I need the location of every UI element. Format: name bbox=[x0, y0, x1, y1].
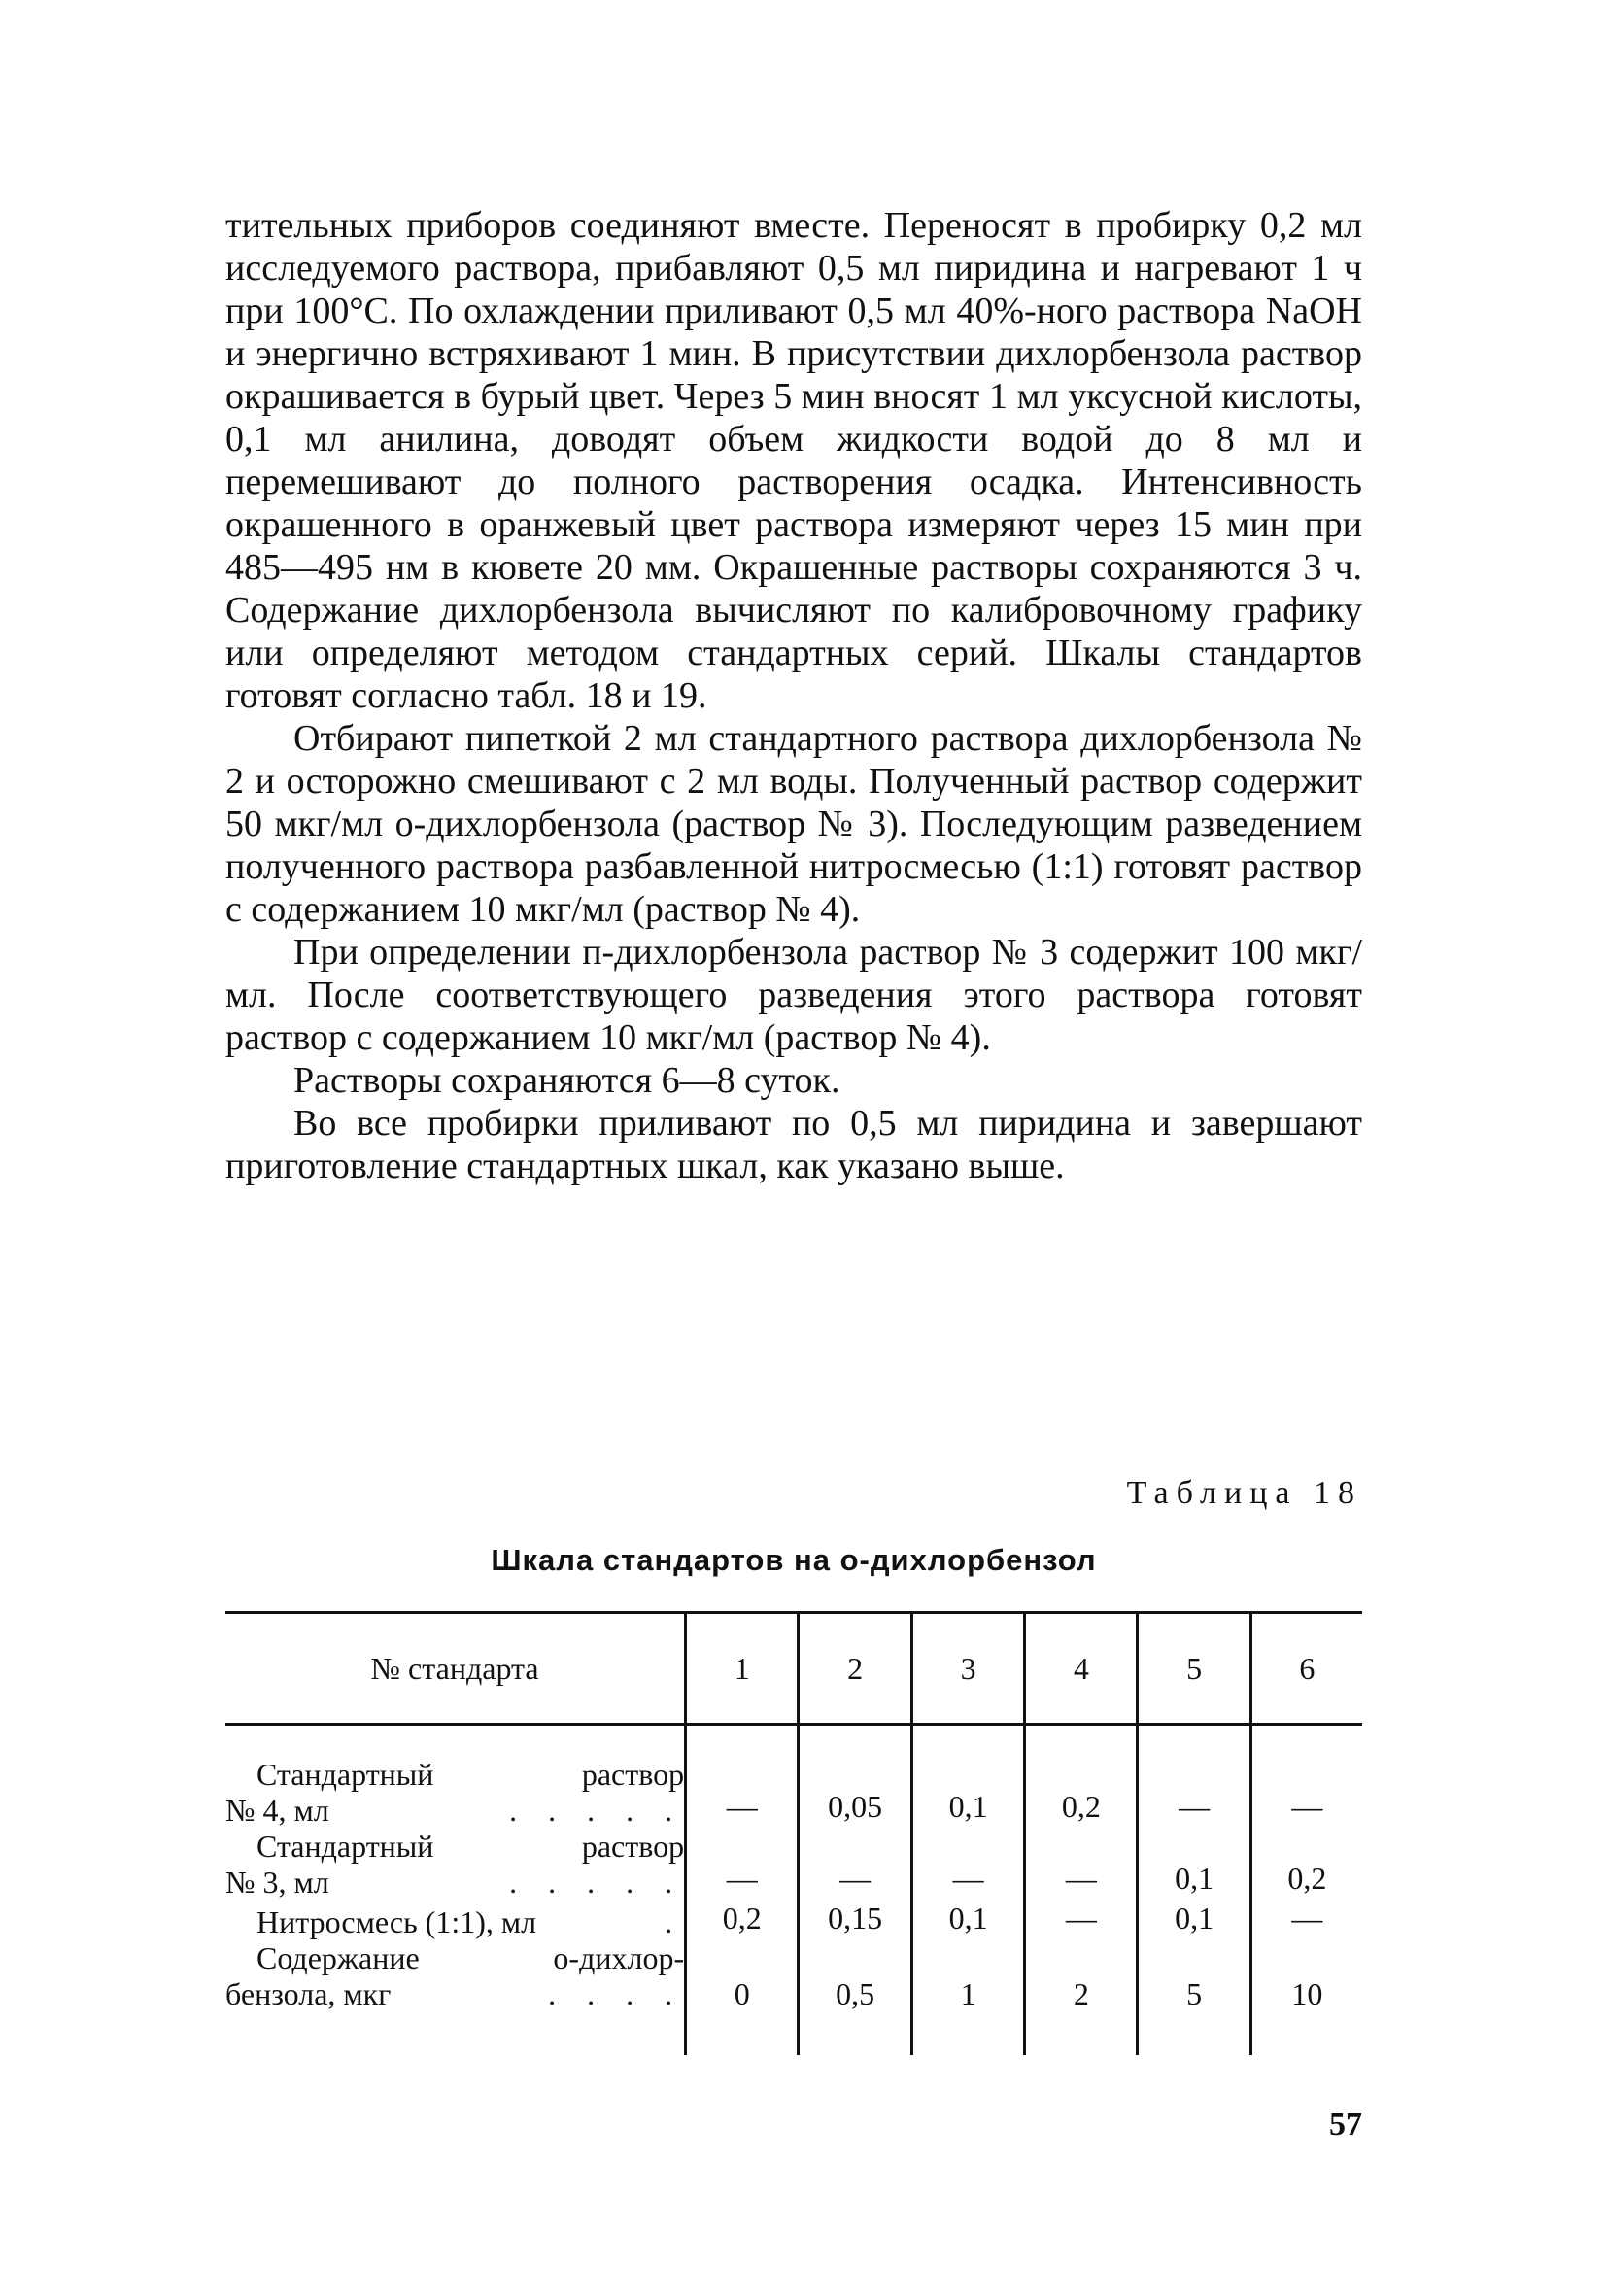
row-label-text: № 4, мл bbox=[225, 1793, 329, 1828]
row-label-text: Стандартный bbox=[256, 1757, 434, 1792]
leader-dots: . . . . . bbox=[509, 1865, 685, 1900]
table-cell: 0,1 bbox=[911, 1725, 1024, 1830]
table-cell: 0,2 bbox=[686, 1901, 799, 1940]
table-row bbox=[225, 1829, 1362, 1901]
table-caption: Таблица 18 bbox=[1126, 1475, 1362, 1511]
header-col-6: 6 bbox=[1250, 1613, 1362, 1725]
row-label-text: о-дихлор- bbox=[553, 1940, 685, 1975]
row-label-text: Содержание bbox=[256, 1940, 420, 1975]
paragraph-4: Растворы сохраняются 6—8 суток. bbox=[293, 1060, 840, 1101]
header-standard-number: № стандарта bbox=[225, 1613, 686, 1725]
table-cell: 0,5 bbox=[799, 1940, 912, 2055]
row-label bbox=[225, 1940, 686, 2055]
header-col-5: 5 bbox=[1138, 1613, 1250, 1725]
row-label-text: № 3, мл bbox=[225, 1865, 329, 1900]
table-cell: — bbox=[911, 1829, 1024, 1901]
table-cell: 5 bbox=[1138, 1940, 1250, 2055]
page-number: 57 bbox=[1329, 2107, 1362, 2142]
table-cell: 0,05 bbox=[799, 1725, 912, 1830]
leader-dots: . bbox=[665, 1904, 685, 1939]
header-col-4: 4 bbox=[1025, 1613, 1138, 1725]
paragraph-5: Во все пробирки приливают по 0,5 мл пиридина и завершают приготовление стандартных шкал, как указано выше. bbox=[225, 1103, 1362, 1186]
table-cell: 0,1 bbox=[911, 1901, 1024, 1940]
row-label-text: Нитросмесь (1:1), мл bbox=[256, 1904, 537, 1939]
table-cell: 0,2 bbox=[1025, 1725, 1138, 1830]
table-cell: 0,1 bbox=[1138, 1901, 1250, 1940]
table-cell: — bbox=[1025, 1829, 1138, 1901]
table-row bbox=[225, 1725, 1362, 1830]
table-cell: — bbox=[1025, 1901, 1138, 1940]
table-header-row bbox=[225, 1613, 1362, 1725]
table-cell: — bbox=[1250, 1725, 1362, 1830]
paragraph-2: Отбирают пипеткой 2 мл стандартного раствора дихлорбензола № 2 и осторожно смешивают с 2 мл воды. Полученный раствор содержит 50 мкг/мл о-дихлорбензола (раствор № 3). Последующим разведением полученного раствора разбавленной нитросмесью (1:1) готовят раствор с содержанием 10 мкг/мл (раствор № 4). bbox=[225, 718, 1362, 930]
paragraph-3: При определении п-дихлорбензола раствор № 3 содержит 100 мкг/мл. После соответствующего разведения этого раствора готовят раствор с содержанием 10 мкг/мл (раствор № 4). bbox=[225, 932, 1362, 1058]
header-col-3: 3 bbox=[911, 1613, 1024, 1725]
table-cell: — bbox=[686, 1829, 799, 1901]
row-label-text: раствор bbox=[581, 1829, 685, 1864]
table-cell: 1 bbox=[911, 1940, 1024, 2055]
row-label bbox=[225, 1725, 686, 1830]
table-cell: — bbox=[686, 1725, 799, 1830]
leader-dots: . . . . bbox=[548, 1976, 685, 2011]
row-label bbox=[225, 1829, 686, 1901]
table-cell: 2 bbox=[1025, 1940, 1138, 2055]
table-title: Шкала стандартов на о-дихлорбензол bbox=[491, 1543, 1097, 1577]
leader-dots: . . . . . bbox=[509, 1793, 685, 1828]
table-cell: — bbox=[1250, 1901, 1362, 1940]
table-cell: — bbox=[1138, 1725, 1250, 1830]
table-cell: 0 bbox=[686, 1940, 799, 2055]
table-row bbox=[225, 1940, 1362, 2055]
table-cell: 0,2 bbox=[1250, 1829, 1362, 1901]
body-text bbox=[225, 204, 1362, 1187]
standards-table bbox=[225, 1611, 1362, 2055]
table-cell: 0,1 bbox=[1138, 1829, 1250, 1901]
row-label-text: раствор bbox=[581, 1757, 685, 1792]
row-label bbox=[225, 1901, 686, 1940]
row-label-text: бензола, мкг bbox=[225, 1976, 392, 2011]
header-col-1: 1 bbox=[686, 1613, 799, 1725]
table-cell: 10 bbox=[1250, 1940, 1362, 2055]
table-cell: 0,15 bbox=[799, 1901, 912, 1940]
table-row bbox=[225, 1901, 1362, 1940]
row-label-text: Стандартный bbox=[256, 1829, 434, 1864]
paragraph-1: тительных приборов соединяют вместе. Переносят в пробирку 0,2 мл исследуемого раствора, прибавляют 0,5 мл пиридина и нагревают 1 ч при 100°С. По охлаждении приливают 0,5 мл 40%-ного раствора NaOH и энергично встряхивают 1 мин. В присутствии дихлорбензола раствор окрашивается в бурый цвет. Через 5 мин вносят 1 мл уксусной кислоты, 0,1 мл анилина, доводят объем жидкости водой до 8 мл и перемешивают до полного растворения осадка. Интенсивность окрашенного в оранжевый цвет раствора измеряют через 15 мин при 485—495 нм в кювете 20 мм. Окрашенные растворы сохраняются 3 ч. Содержание дихлорбензола вычисляют по калибровочному графику или определяют методом стандартных серий. Шкалы стандартов готовят согласно табл. 18 и 19. bbox=[225, 205, 1362, 716]
table-cell: — bbox=[799, 1829, 912, 1901]
header-col-2: 2 bbox=[799, 1613, 912, 1725]
